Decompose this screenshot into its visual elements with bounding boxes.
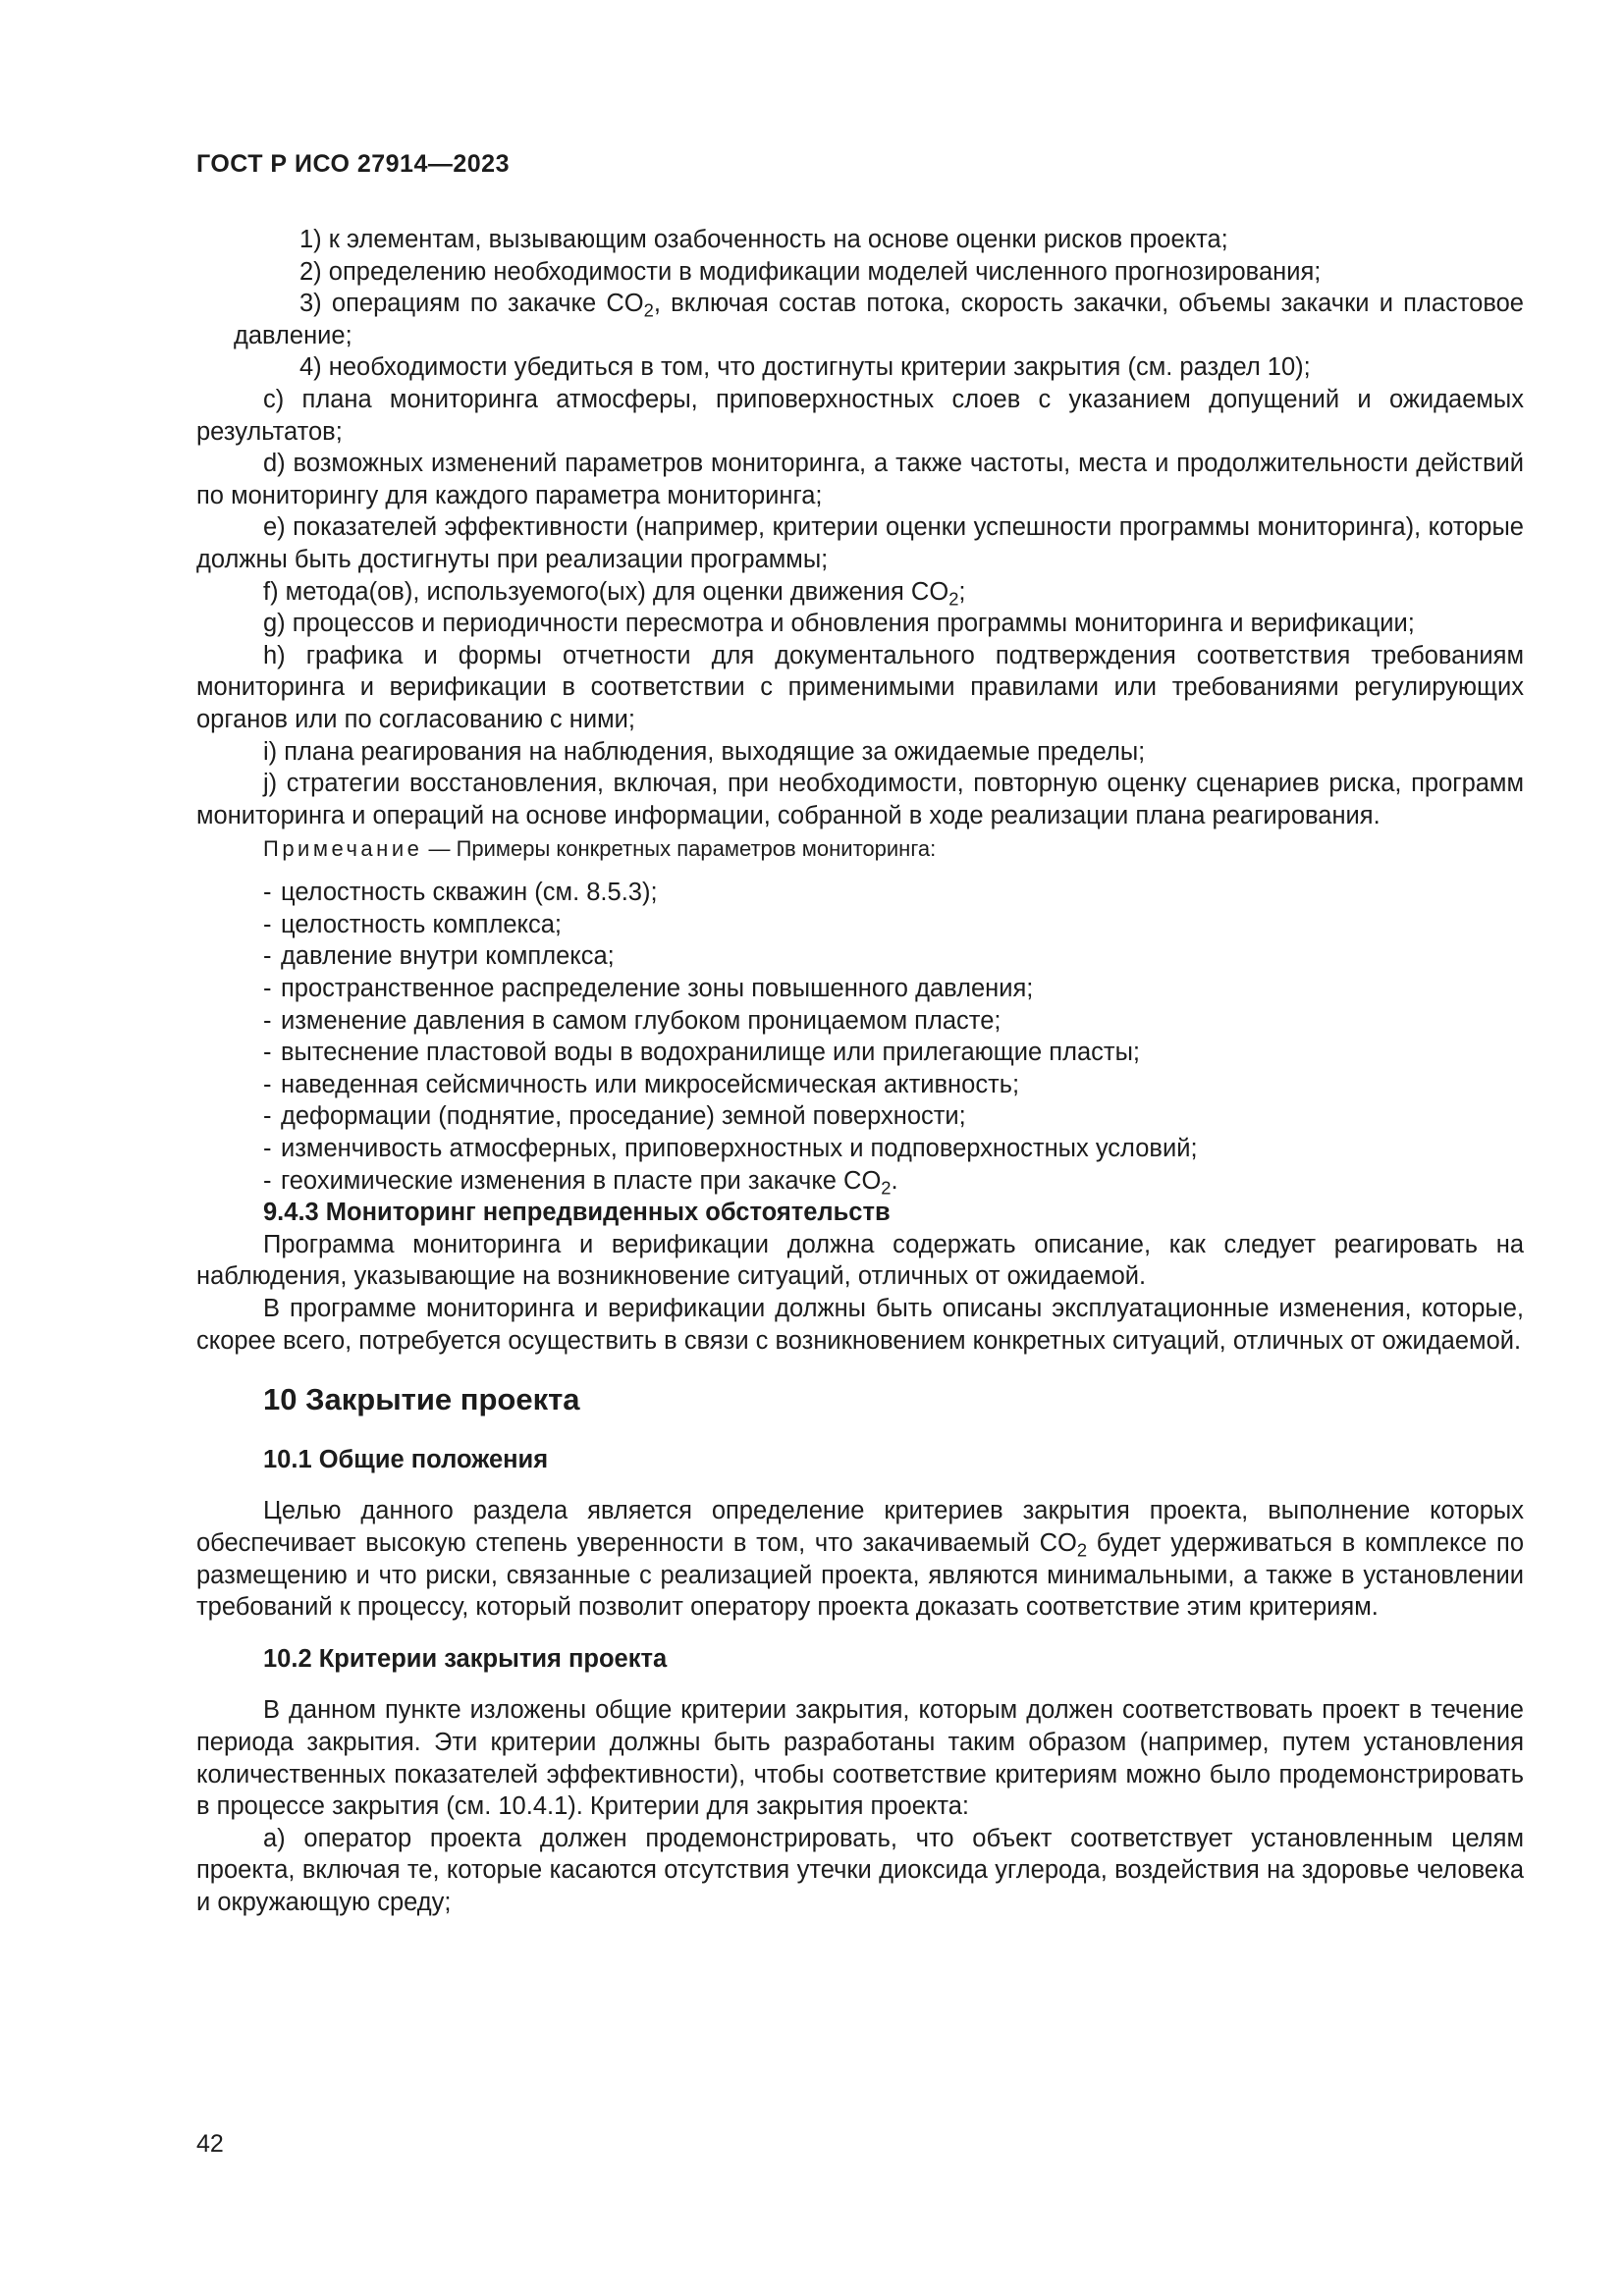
section-10-2-item-a: a) оператор проекта должен продемонстрировать, что объект соответствует установленным целям проекта, включая те, которые касаются отсутствия утечки диоксида углерода, воздействия на здоровье человека и окружающую среду; [196,1824,1524,1916]
list-item: - изменчивость атмосферных, приповерхностных и подповерхностных условий; [263,1135,1198,1163]
list-item: - деформации (поднятие, проседание) земной поверхности; [263,1102,966,1131]
document-body [196,224,1524,1919]
list-item-e: e) показателей эффективности (например, критерии оценки успешности программы мониторинга), которые должны быть достигнуты при реализации программы; [196,513,1524,573]
list-item: - геохимические изменения в пласте при закачке $CO_2$. [263,1166,898,1199]
section-10-title: 10 Закрытие проекта [263,1382,580,1417]
list-item-g: g) процессов и периодичности пересмотра и обновления программы мониторинга и верификации; [263,610,1415,638]
list-item-c: c) плана мониторинга атмосферы, приповерхностных слоев с указанием допущений и ожидаемых результатов; [196,385,1524,446]
numbered-item-1: 1) к элементам, вызывающим озабоченность на основе оценки рисков проекта; [299,226,1228,253]
numbered-item-3: 3) операциям по закачке $CO_2$, включая состав потока, скорость закачки, объемы закачки и пластовое давление; [234,290,1524,349]
document-header: ГОСТ Р ИСО 27914—2023 [196,150,510,178]
note [196,833,1524,865]
section-10-2-paragraph: В данном пункте изложены общие критерии закрытия, которым должен соответствовать проект в течение периода закрытия. Эти критерии должны быть разработаны таким образом (например, путем установления количественных показателей эффективности), чтобы соответствие критериям можно было продемонстрировать в процессе закрытия (см. 10.4.1). Критерии для закрытия проекта: [196,1696,1524,1821]
numbered-item-4: 4) необходимости убедиться в том, что достигнуты критерии закрытия (см. раздел 10); [299,353,1311,382]
list-item-h: h) графика и формы отчетности для документального подтверждения соответствия требованиям мониторинга и верификации в соответствии с применимыми правилами или требованиями регулирующих органов или по согласованию с ними; [196,641,1524,733]
section-9-4-3-paragraph-1: Программа мониторинга и верификации должна содержать описание, как следует реагировать на наблюдения, указывающие на возникновение ситуаций, отличных от ожидаемой. [196,1230,1524,1291]
section-10-2-title: 10.2 Критерии закрытия проекта [263,1644,668,1673]
list-item: - вытеснение пластовой воды в водохранилище или прилегающие пласты; [263,1039,1141,1067]
list-item-f: f) метода(ов), используемого(ых) для оценки движения $CO_2$; [263,577,966,610]
section-9-4-3-paragraph-2: В программе мониторинга и верификации должны быть описаны эксплуатационные изменения, которые, скорее всего, потребуется осуществить в связи с возникновением конкретных ситуаций, отличных от ожидаемой. [196,1295,1524,1355]
list-item: - наведенная сейсмичность или микросейсмическая активность; [263,1070,1020,1098]
list-item: - целостность комплекса; [263,910,562,938]
list-item: - изменение давления в самом глубоком проницаемом пласте; [263,1006,1001,1035]
list-item: - пространственное распределение зоны повышенного давления; [263,975,1034,1003]
section-10-1-paragraph: Целью данного раздела является определение критериев закрытия проекта, выполнение которых обеспечивает высокую степень уверенности в том, что закачиваемый $CO_2$ будет удерживаться в комплексе по размещению и что риски, связанные с реализацией проекта, являются минимальными, а также в установлении требований к процессу, который позволит оператору проекта доказать соответствие этим критериям. [196,1497,1524,1622]
note-label: Примечание [263,836,423,862]
note-text: — Примеры конкретных параметров мониторинга: [422,836,937,862]
page-number: 42 [196,2130,224,2158]
list-item: - целостность скважин (см. 8.5.3); [263,879,658,907]
list-item-j: j) стратегии восстановления, включая, при необходимости, повторную оценку сценариев риска, программ мониторинга и операций на основе информации, собранной в ходе реализации плана реагирования. [196,770,1524,829]
numbered-item-2: 2) определению необходимости в модификации моделей численного прогнозирования; [299,257,1322,286]
dash-list [196,877,1524,1197]
section-9-4-3-title: 9.4.3 Мониторинг непредвиденных обстоятельств [263,1199,891,1227]
list-item-d: d) возможных изменений параметров мониторинга, а также частоты, места и продолжительности действий по мониторингу для каждого параметра мониторинга; [196,450,1524,509]
list-item: - давление внутри комплекса; [263,942,615,971]
section-10-1-title: 10.1 Общие положения [263,1445,549,1473]
list-item-i: i) плана реагирования на наблюдения, выходящие за ожидаемые пределы; [263,737,1146,766]
